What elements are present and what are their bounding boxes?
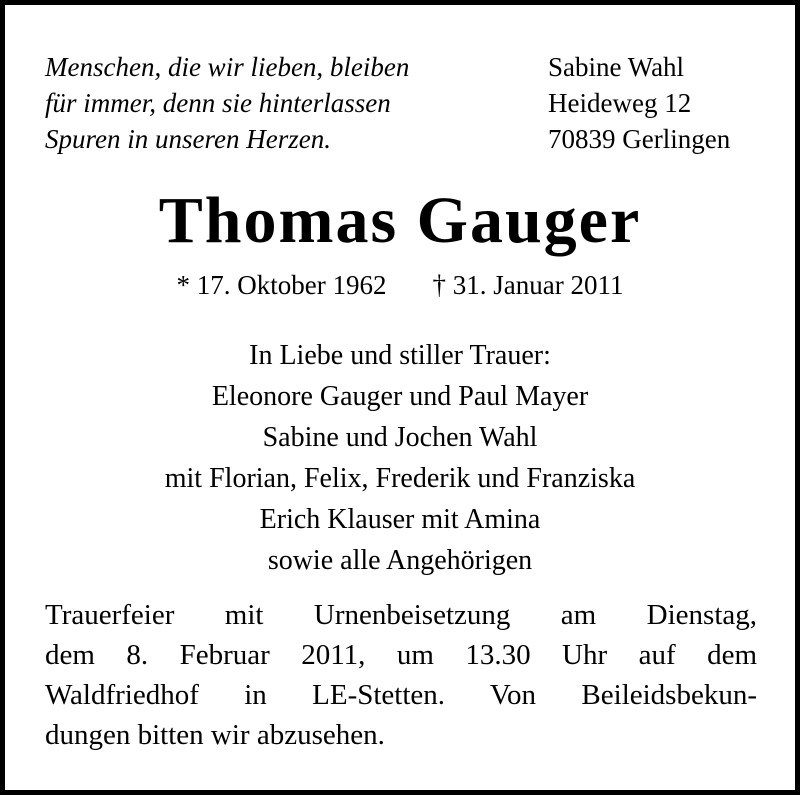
quote-line: Menschen, die wir lieben, bleiben bbox=[45, 52, 410, 82]
deceased-name: Thomas Gauger bbox=[158, 184, 642, 257]
notice-line: dem 8. Februar 2011, um 13.30 Uhr auf dem bbox=[45, 639, 757, 671]
address-name: Sabine Wahl bbox=[548, 52, 685, 82]
notice-line: dungen bitten wir abzusehen. bbox=[45, 719, 385, 751]
mourners-heading: In Liebe und stiller Trauer: bbox=[249, 340, 551, 371]
address-street: Heideweg 12 bbox=[548, 88, 692, 118]
address-city: 70839 Gerlingen bbox=[548, 124, 731, 154]
mourners-list bbox=[5, 335, 795, 581]
mourner-line: mit Florian, Felix, Frederik und Franziska bbox=[164, 463, 636, 494]
quote-line: für immer, denn sie hinterlassen bbox=[45, 88, 391, 118]
quote-line: Spuren in unseren Herzen. bbox=[45, 124, 331, 154]
funeral-notice bbox=[45, 595, 757, 755]
memorial-quote bbox=[45, 49, 409, 157]
birth-date: * 17. Oktober 1962 bbox=[176, 270, 387, 300]
mourner-line: sowie alle Angehörigen bbox=[267, 545, 533, 576]
notice-line: Waldfriedhof in LE-Stetten. Von Beileidsbekun- bbox=[45, 679, 757, 711]
mourner-line: Erich Klauser mit Amina bbox=[259, 504, 541, 535]
notice-line: Trauerfeier mit Urnenbeisetzung am Dienstag, bbox=[45, 599, 757, 631]
life-dates bbox=[5, 267, 795, 303]
death-date: † 31. Januar 2011 bbox=[432, 270, 624, 300]
contact-address bbox=[548, 49, 730, 157]
mourner-line: Sabine und Jochen Wahl bbox=[262, 422, 538, 453]
mourner-line: Eleonore Gauger und Paul Mayer bbox=[211, 381, 589, 412]
